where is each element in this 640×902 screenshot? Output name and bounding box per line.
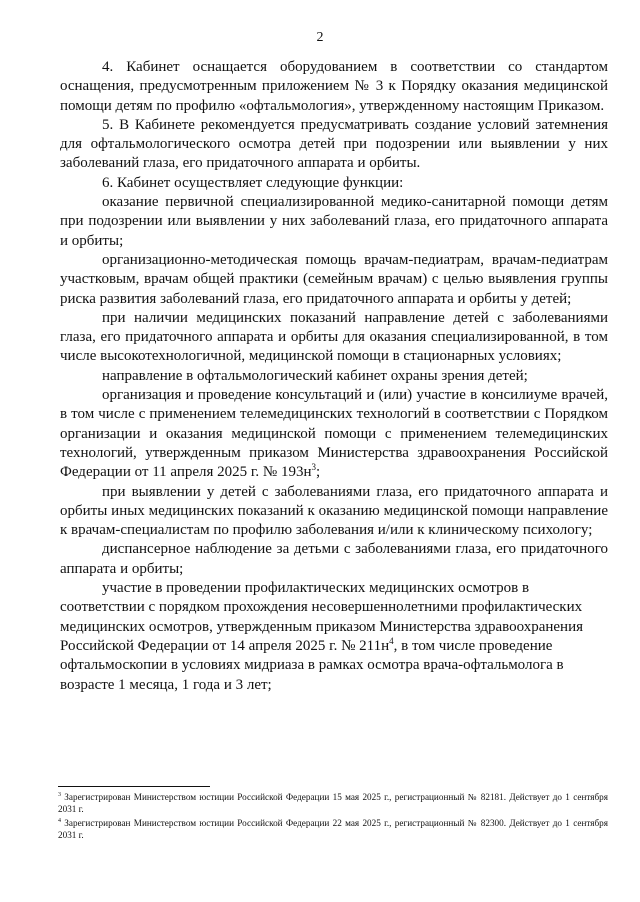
paragraph: при наличии медицинских показаний направление детей с заболеваниями глаза, его придаточного аппарата и орбиты для оказания специализированной, в том числе высокотехнологичной, медицинской помощи в стационарных условиях; xyxy=(60,309,608,365)
footnote-reference: 3 xyxy=(311,462,316,473)
paragraph: 6. Кабинет осуществляет следующие функции: xyxy=(102,174,404,191)
footnote-reference: 4 xyxy=(389,635,394,646)
footnotes xyxy=(58,791,608,843)
footnote: $^3$ Зарегистрирован Министерством юстиции Российской Федерации 15 мая 2025 г., регистрационный № 82181. Действует до 1 сентября 2031 г. xyxy=(58,791,608,814)
paragraph: при выявлении у детей с заболеваниями глаза, его придаточного аппарата и орбиты иных медицинских показаний к оказанию медицинской помощи направление к врачам-специалистам по профилю заболевания и/или к клиническому психологу; xyxy=(60,483,608,539)
document-body xyxy=(60,58,608,695)
footnote-separator xyxy=(58,786,210,787)
paragraph: диспансерное наблюдение за детьми с заболеваниями глаза, его придаточного аппарата и орбиты; xyxy=(60,541,608,577)
paragraph: 4. Кабинет оснащается оборудованием в соответствии со стандартом оснащения, предусмотренным приложением № 3 к Порядку оказания медицинской помощи детям по профилю «офтальмология», утвержденному настоящим Приказом. xyxy=(60,59,608,114)
paragraph: участие в проведении профилактических медицинских осмотров в соответствии с порядком прохождения несовершеннолетними профилактических медицинских осмотров, утвержденным приказом Министерства здравоохранения Российской Федерации от 14 апреля 2025 г. № $211н^4$, в том числе проведение офтальмоскопии в условиях мидриаза в рамках осмотра врача-офтальмолога в возрасте 1 месяца, 1 года и 3 лет; xyxy=(60,580,584,693)
footnote-mark: 4 xyxy=(58,817,61,824)
paragraph: организация и проведение консультаций и (или) участие в консилиуме врачей, в том числе с применением телемедицинских технологий в соответствии с Порядком организации и оказания медицинской помощи с применением телемедицинских технологий, утвержденным приказом Министерства здравоохранения Российской Федерации от 11 апреля 2025 г. № $193н^3$; xyxy=(60,387,608,481)
paragraph: организационно-методическая помощь врачам-педиатрам, врачам-педиатрам участковым, врачам общей практики (семейным врачам) с целью выявления группы риска развития заболеваний глаза, его придаточного аппарата и орбиты у детей; xyxy=(60,251,608,307)
footnote-mark: 3 xyxy=(58,791,61,798)
footnote: $^4$ Зарегистрирован Министерством юстиции Российской Федерации 22 мая 2025 г., регистрационный № 82300. Действует до 1 сентября 2031 г. xyxy=(58,817,608,840)
page-number: 2 xyxy=(316,30,324,45)
paragraph: направление в офтальмологический кабинет охраны зрения детей; xyxy=(102,367,528,384)
paragraph: 5. В Кабинете рекомендуется предусматривать создание условий затемнения для офтальмологического осмотра детей при подозрении или выявлении у них заболеваний глаза, его придаточного аппарата и орбиты. xyxy=(60,116,608,172)
paragraph: оказание первичной специализированной медико-санитарной помощи детям при подозрении или выявлении у них заболеваний глаза, его придаточного аппарата и орбиты; xyxy=(60,194,608,249)
